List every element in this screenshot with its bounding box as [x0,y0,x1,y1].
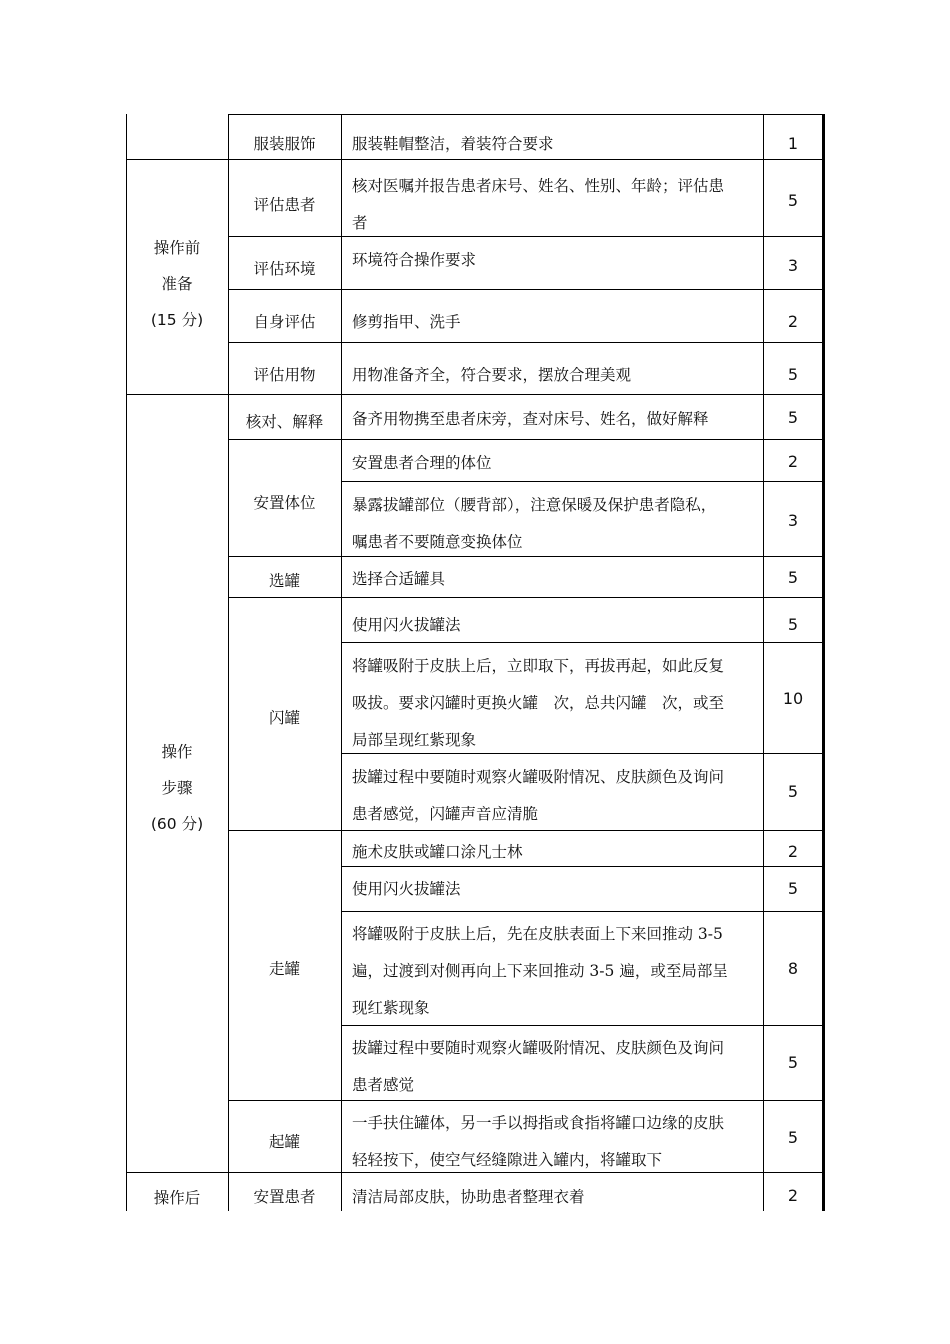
row-divider [341,481,824,482]
row-content: 嘱患者不要随意变换体位 [352,533,523,551]
item-walking-cupping: 走罐 [268,960,300,978]
row-score: 2 [787,452,799,471]
row-divider [126,394,824,395]
section-label-steps [126,734,228,842]
row-content: 核对医嘱并报告患者床号、姓名、性别、年龄；评估患 [352,177,725,195]
row-score: 5 [787,568,799,587]
row-content: 服装鞋帽整洁，着装符合要求 [352,135,554,153]
row-content: 用物准备齐全，符合要求，摆放合理美观 [352,366,632,384]
item-flash-cupping: 闪罐 [268,709,300,727]
row-score: 2 [787,312,799,331]
row-content: 将罐吸附于皮肤上后，立即取下，再拔再起，如此反复 [352,657,725,675]
section-label-prep [126,230,228,338]
section-steps-score: (60 分) [150,815,204,833]
row-score: 5 [787,615,799,634]
row-content: 轻轻按下，使空气经缝隙进入罐内，将罐取下 [352,1151,663,1169]
row-content: 选择合适罐具 [352,570,446,588]
row-content: 拔罐过程中要随时观察火罐吸附情况、皮肤颜色及询问 [352,1039,725,1057]
row-score: 10 [782,689,804,708]
item-self-assess: 自身评估 [253,313,316,331]
row-score: 8 [787,959,799,978]
row-content: 使用闪火拔罐法 [352,616,461,634]
section-label-after [126,1180,228,1216]
row-content: 环境符合操作要求 [352,251,477,269]
row-score: 1 [787,134,799,153]
column-divider [228,114,229,1211]
row-score: 3 [787,256,799,275]
row-content: 者 [352,214,368,232]
row-content: 患者感觉，闪罐声音应清脆 [352,805,539,823]
row-content: 修剪指甲、洗手 [352,313,461,331]
row-divider [341,1025,824,1026]
item-settle-patient: 安置患者 [253,1188,316,1206]
row-score: 5 [787,879,799,898]
row-content: 拔罐过程中要随时观察火罐吸附情况、皮肤颜色及询问 [352,768,725,786]
column-divider [341,114,342,1211]
row-divider [228,289,824,290]
section-prep-score: (15 分) [150,311,204,329]
row-content: 施术皮肤或罐口涂凡士林 [352,843,523,861]
row-divider [126,1172,824,1173]
section-after-line1: 操作后 [153,1189,201,1207]
row-divider [228,830,824,831]
row-divider [341,866,824,867]
row-divider [228,236,824,237]
item-verify-explain: 核对、解释 [245,413,324,431]
row-content: 安置患者合理的体位 [352,454,492,472]
row-score: 5 [787,191,799,210]
row-content: 清洁局部皮肤，协助患者整理衣着 [352,1188,585,1206]
item-select-cup: 选罐 [268,572,300,590]
row-content: 使用闪火拔罐法 [352,880,461,898]
row-content: 一手扶住罐体，另一手以拇指或食指将罐口边缘的皮肤 [352,1114,725,1132]
section-prep-line2: 准备 [161,275,193,293]
row-content: 吸拔。要求闪罐时更换火罐 次，总共闪罐 次，或至 [352,694,725,712]
row-score: 5 [787,365,799,384]
row-divider [228,439,824,440]
item-assess-supplies: 评估用物 [253,366,316,384]
row-score: 5 [787,1053,799,1072]
row-content: 遍，过渡到对侧再向上下来回推动 3-5 遍，或至局部呈 [352,962,728,980]
section-steps-line2: 步骤 [161,779,193,797]
row-score: 3 [787,511,799,530]
table-border-right [822,114,825,1211]
row-divider [341,753,824,754]
row-divider [341,642,824,643]
section-steps-line1: 操作 [161,743,193,761]
item-assess-environment: 评估环境 [253,260,316,278]
row-divider [126,159,824,160]
row-content: 备齐用物携至患者床旁，查对床号、姓名，做好解释 [352,410,709,428]
row-content: 患者感觉 [352,1076,415,1094]
section-prep-line1: 操作前 [153,239,201,257]
item-remove-cup: 起罐 [268,1133,300,1151]
item-assess-patient: 评估患者 [253,196,316,214]
item-dress: 服装服饰 [253,135,316,153]
row-score: 5 [787,408,799,427]
row-divider [228,114,824,115]
row-score: 5 [787,1128,799,1147]
row-content: 将罐吸附于皮肤上后，先在皮肤表面上下来回推动 3-5 [352,925,723,943]
row-divider [228,597,824,598]
row-divider [228,1100,824,1101]
row-content: 暴露拔罐部位（腰背部），注意保暖及保护患者隐私， [352,496,717,514]
row-score: 2 [787,842,799,861]
row-divider [228,342,824,343]
row-score: 2 [787,1186,799,1205]
item-position: 安置体位 [253,494,316,512]
row-content: 现红紫现象 [352,999,430,1017]
row-score: 5 [787,782,799,801]
row-divider [228,556,824,557]
column-divider [763,114,764,1211]
row-content: 局部呈现红紫现象 [352,731,477,749]
row-divider [341,911,824,912]
